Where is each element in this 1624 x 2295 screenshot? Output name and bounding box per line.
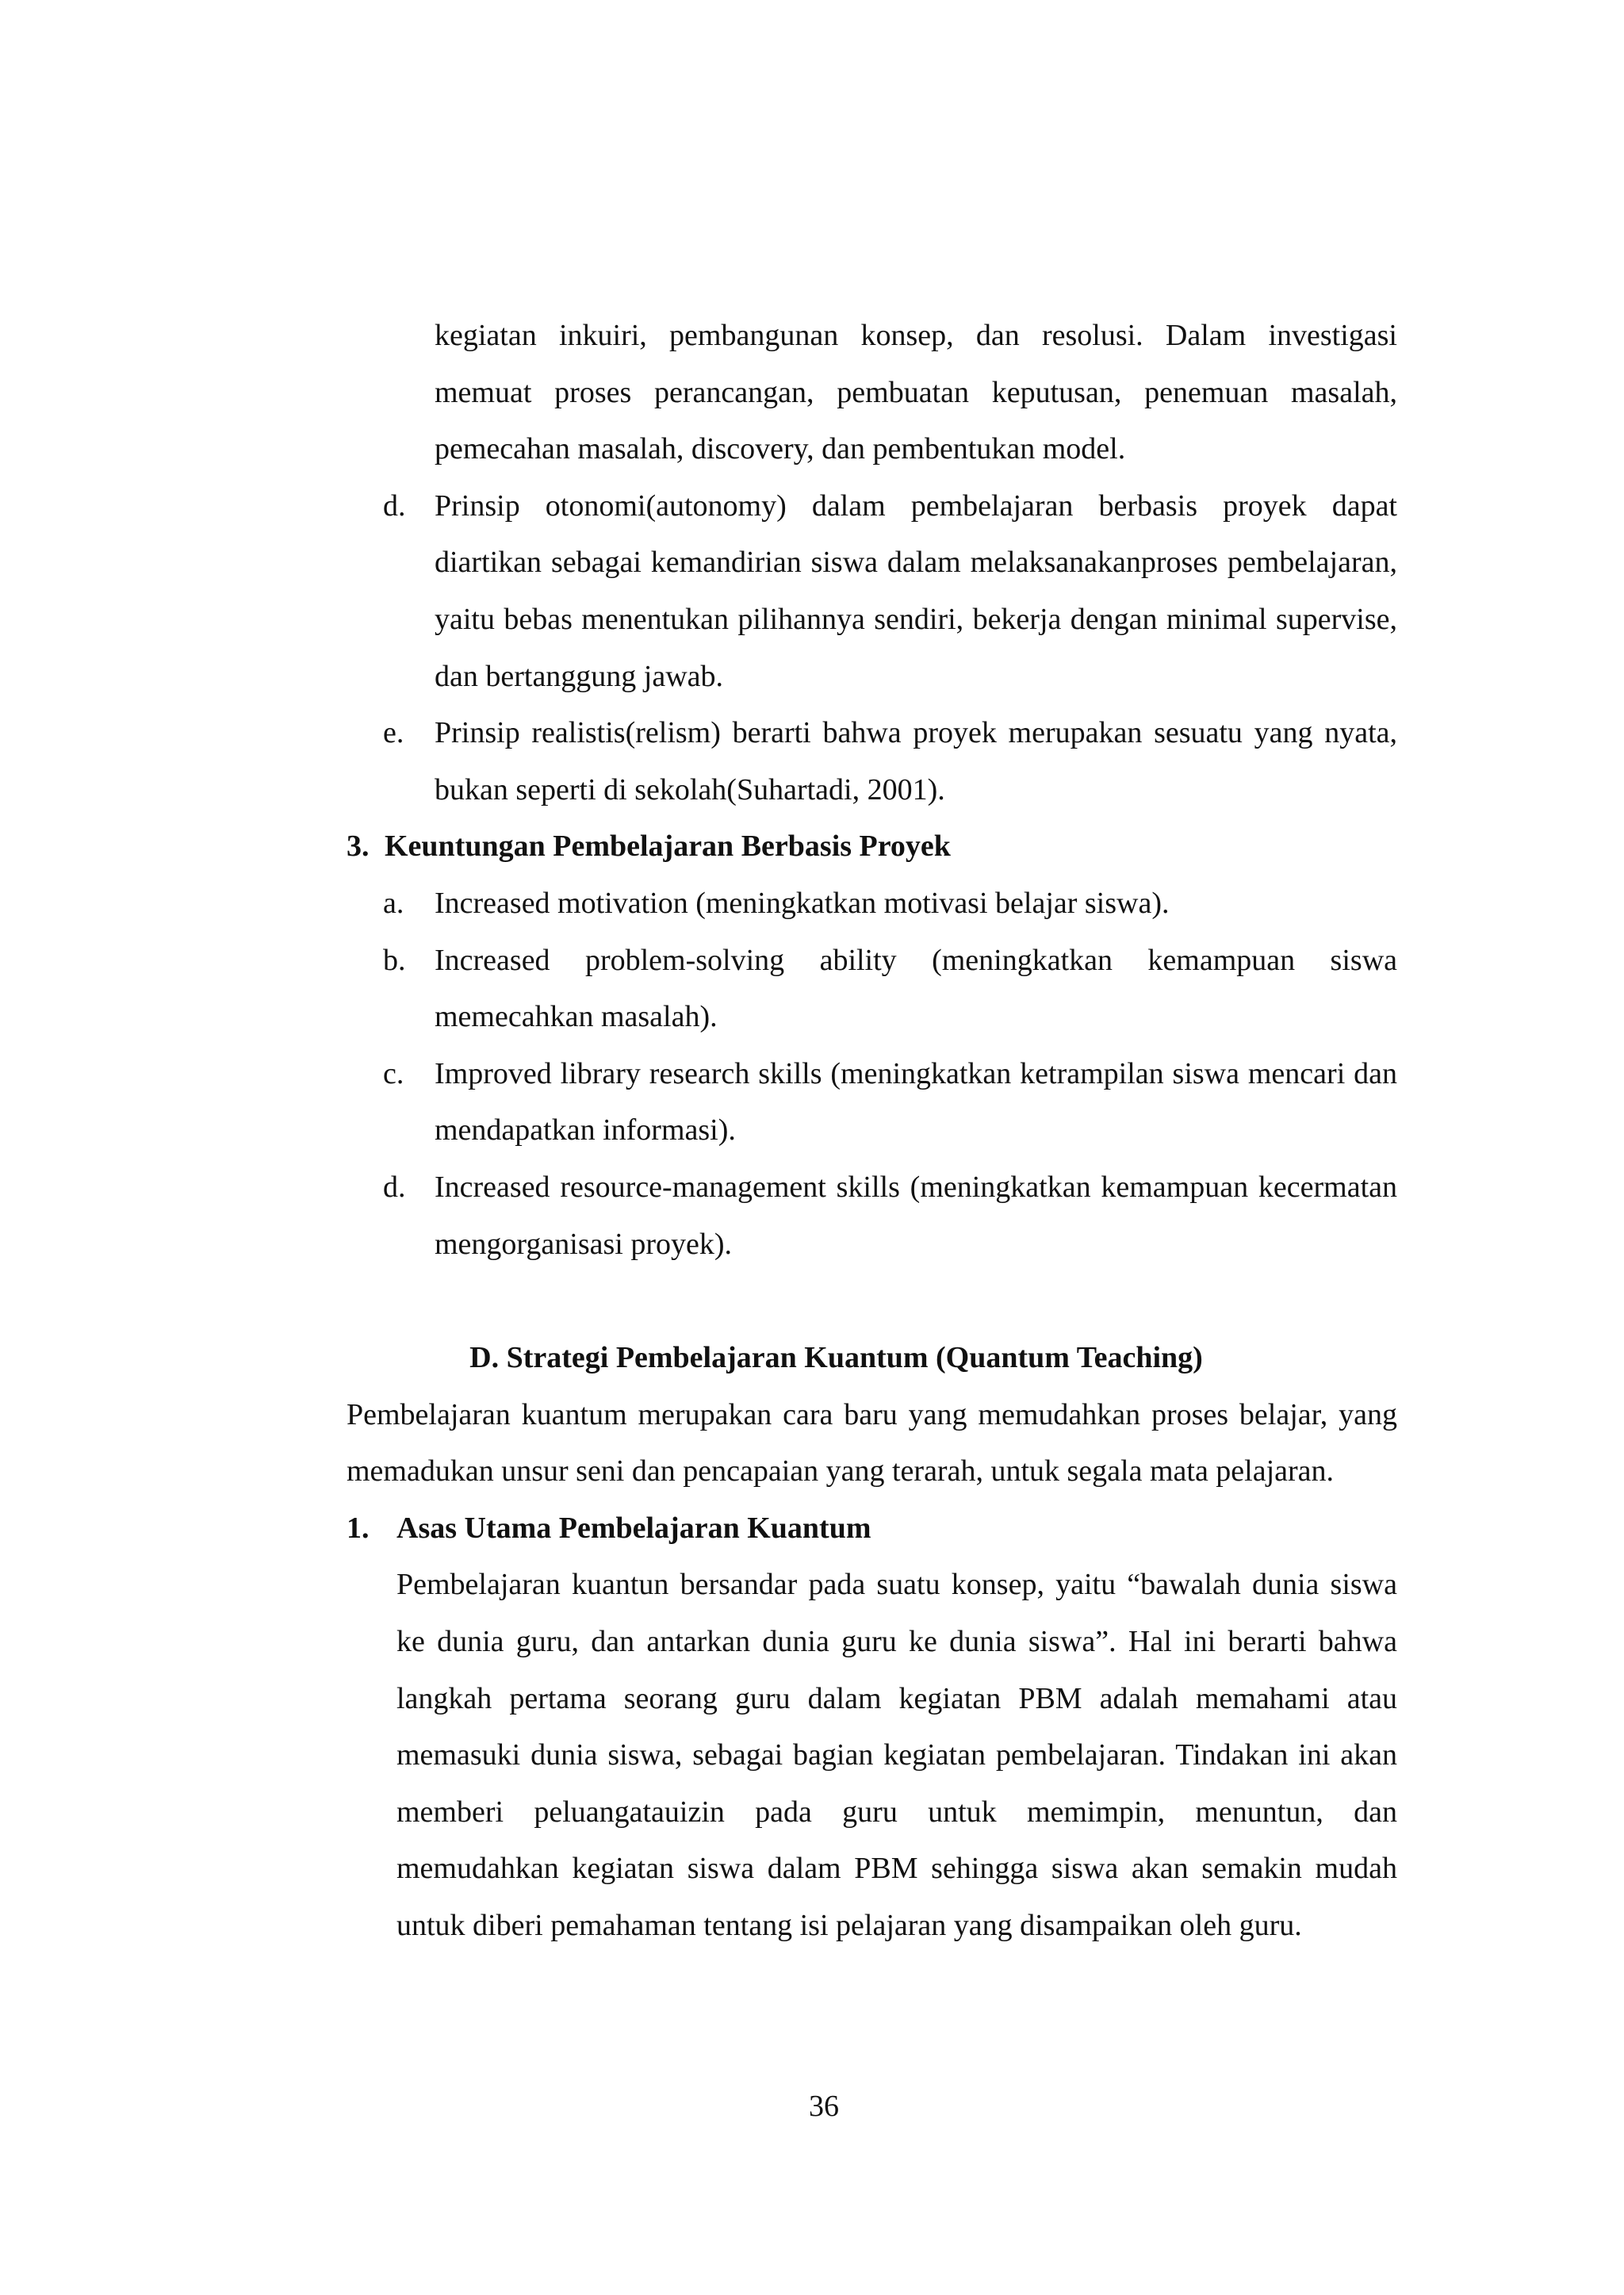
- list-item-text: Increased motivation (meningkatkan motivasi belajar siswa).: [435, 886, 1170, 920]
- section-title: Asas Utama Pembelajaran Kuantum: [396, 1511, 871, 1545]
- list-marker: d.: [383, 489, 406, 523]
- section-number: 1.: [347, 1511, 370, 1545]
- list-item-text: Prinsip otonomi(autonomy) dalam pembelajaran berbasis proyek dapat diartikan sebagai kemandirian siswa dalam melaksanakanproses pembelajaran, yaitu bebas menentukan pilihannya sendiri, bekerja dengan minimal supervise, dan bertanggung jawab.: [435, 489, 1397, 693]
- list-item-d: [347, 478, 1397, 705]
- benefit-item-a: [347, 875, 1397, 933]
- section-3-heading: [347, 818, 1397, 875]
- list-item-text: Increased problem-solving ability (meningkatkan kemampuan siswa memecahkan masalah).: [435, 943, 1397, 1034]
- continued-paragraph: kegiatan inkuiri, pembangunan konsep, dan resolusi. Dalam investigasi memuat proses perancangan, pembuatan keputusan, penemuan masalah, pemecahan masalah, discovery, dan pembentukan model.: [435, 319, 1397, 466]
- benefit-item-c: [347, 1046, 1397, 1159]
- section-number: 3.: [347, 829, 370, 864]
- list-item-e: [347, 705, 1397, 818]
- list-marker: b.: [383, 943, 406, 977]
- list-marker: e.: [383, 716, 404, 750]
- section-d-heading: D. Strategi Pembelajaran Kuantum (Quantum Teaching): [469, 1341, 1203, 1375]
- section-title: Keuntungan Pembelajaran Berbasis Proyek: [385, 829, 951, 864]
- benefit-item-d: [347, 1159, 1397, 1273]
- section-d-intro: Pembelajaran kuantum merupakan cara baru yang memudahkan proses belajar, yang memadukan unsur seni dan pencapaian yang terarah, untuk segala mata pelajaran.: [347, 1397, 1397, 1488]
- list-marker: d.: [383, 1170, 406, 1204]
- section-1-heading: [347, 1500, 1397, 1557]
- list-marker: a.: [383, 886, 404, 920]
- benefit-item-b: [347, 933, 1397, 1046]
- page-number: 36: [809, 2090, 839, 2123]
- list-item-text: Prinsip realistis(relism) berarti bahwa proyek merupakan sesuatu yang nyata, bukan seperti di sekolah(Suhartadi, 2001).: [435, 716, 1397, 807]
- page-content: [347, 308, 1397, 1955]
- section-1-paragraph: Pembelajaran kuantun bersandar pada suatu konsep, yaitu “bawalah dunia siswa ke dunia guru, dan antarkan dunia guru ke dunia siswa”. Hal ini berarti bahwa langkah pertama seorang guru dalam kegiatan PBM adalah memahami atau memasuki dunia siswa, sebagai bagian kegiatan pembelajaran. Tindakan ini akan memberi peluangatauizin pada guru untuk memimpin, menuntun, dan memudahkan kegiatan siswa dalam PBM sehingga siswa akan semakin mudah untuk diberi pemahaman tentang isi pelajaran yang disampaikan oleh guru.: [396, 1568, 1397, 1943]
- list-item-text: Improved library research skills (meningkatkan ketrampilan siswa mencari dan mendapatkan informasi).: [435, 1056, 1397, 1148]
- list-marker: c.: [383, 1056, 404, 1090]
- list-item-text: Increased resource-management skills (meningkatkan kemampuan kecermatan mengorganisasi proyek).: [435, 1170, 1397, 1261]
